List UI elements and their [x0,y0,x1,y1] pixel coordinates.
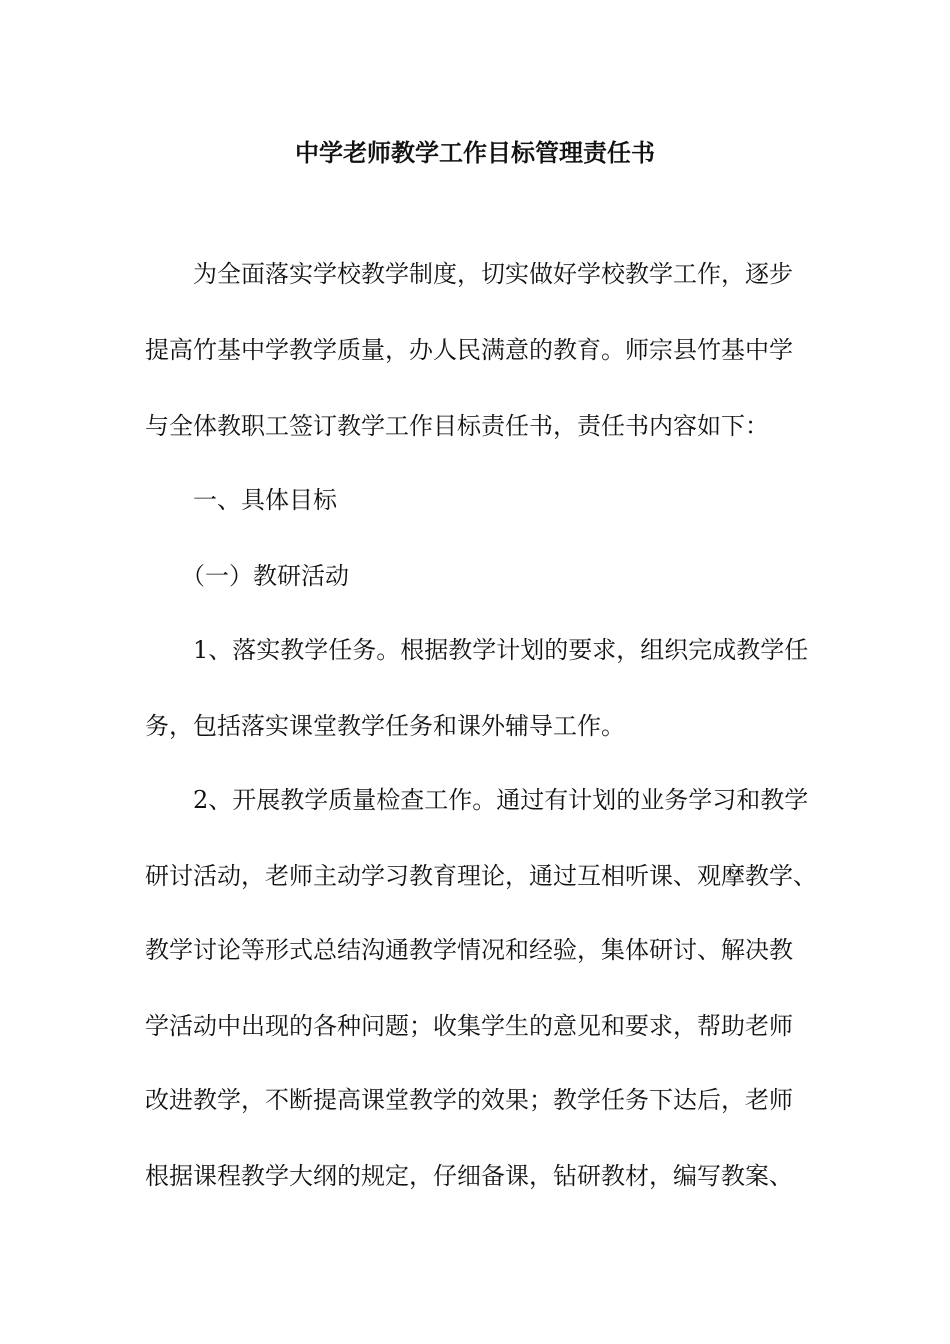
document-title: 中学老师教学工作目标管理责任书 [295,138,655,167]
subsection-heading: （一）教研活动 [181,562,349,590]
paragraph-line: 改进教学，不断提高课堂教学的效果；教学任务下达后，老师 [145,1086,793,1114]
paragraph-line: 教学讨论等形式总结沟通教学情况和经验，集体研讨、解决教 [145,936,793,964]
paragraph-line: 根据课程教学大纲的规定，仔细备课，钻研教材，编写教案、 [145,1162,793,1190]
section-heading: 一、具体目标 [193,486,337,514]
paragraph-line: 务，包括落实课堂教学任务和课外辅导工作。 [145,712,625,740]
paragraph-line: 研讨活动，老师主动学习教育理论，通过互相听课、观摩教学、 [145,862,817,890]
paragraph-line: 为全面落实学校教学制度，切实做好学校教学工作，逐步 [193,260,793,288]
paragraph-line: 提高竹基中学教学质量，办人民满意的教育。师宗县竹基中学 [145,336,793,364]
paragraph-line: 与全体教职工签订教学工作目标责任书，责任书内容如下： [145,412,769,440]
paragraph-line: 学活动中出现的各种问题；收集学生的意见和要求，帮助老师 [145,1012,793,1040]
paragraph-line: 1、落实教学任务。根据教学计划的要求，组织完成教学任 [193,636,809,664]
paragraph-line: 2、开展教学质量检查工作。通过有计划的业务学习和教学 [193,786,809,814]
